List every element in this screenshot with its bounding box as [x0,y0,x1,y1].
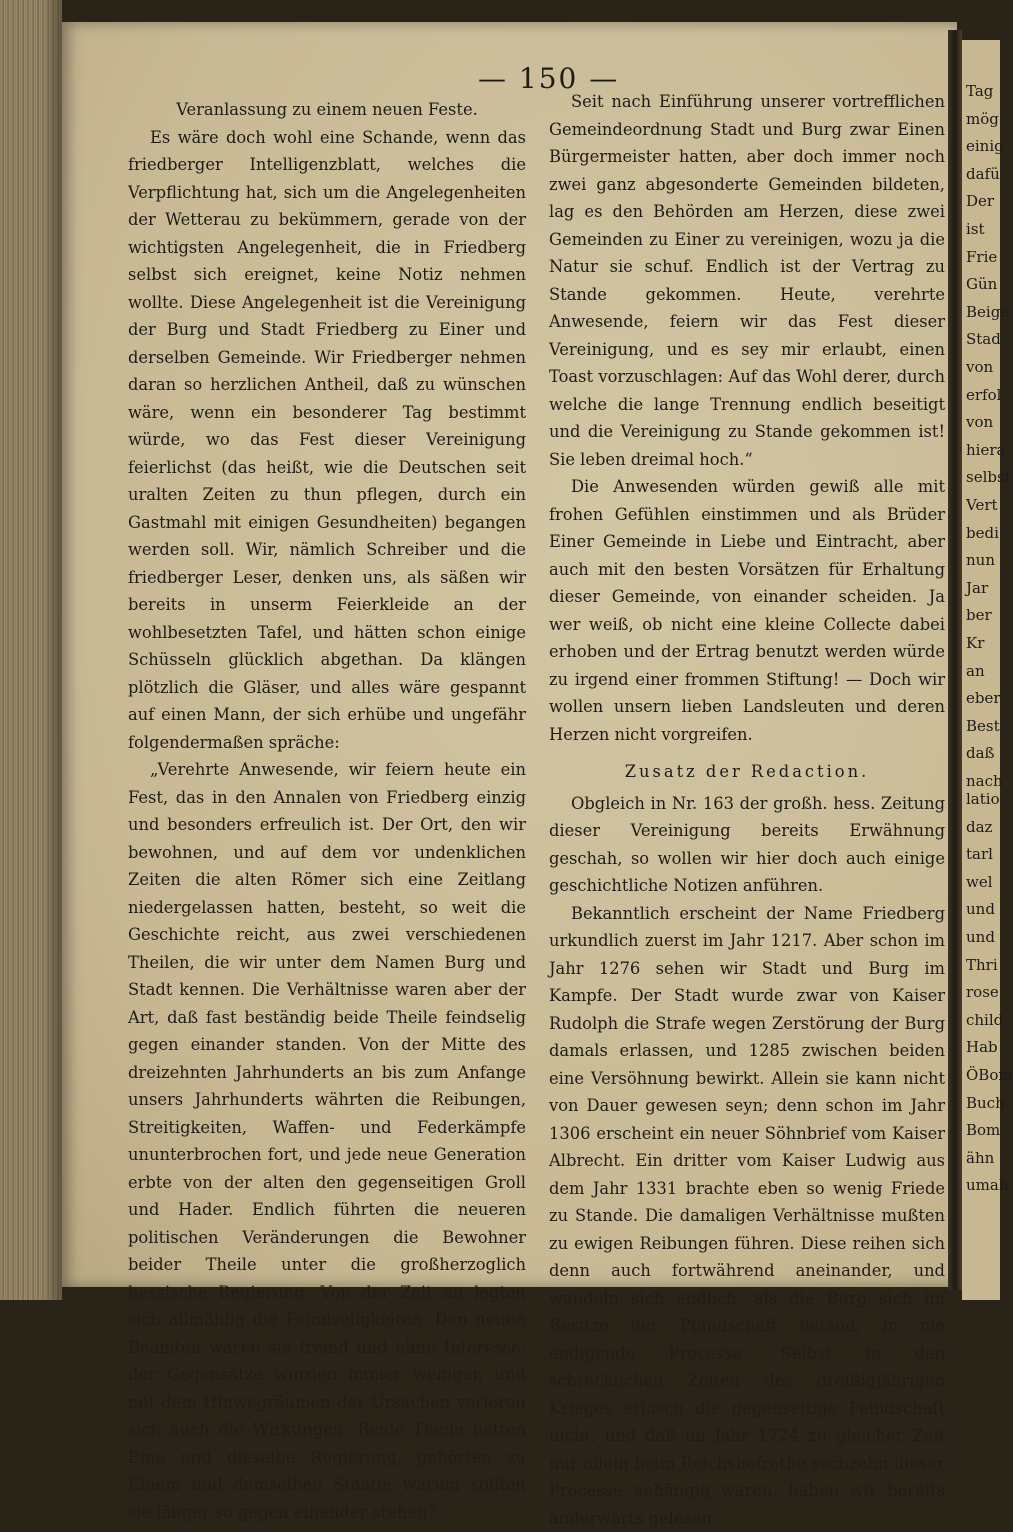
facing-page-word: bedi [966,524,999,542]
facing-page-word: Jar [966,579,988,597]
facing-page-word: tarl [966,845,993,863]
facing-page-word: daß [966,744,995,762]
facing-page-word: Thri [966,956,998,974]
facing-page-word: eber [966,689,1001,707]
facing-page-word: nun [966,551,995,569]
section-heading: Zusatz der Redaction. [549,758,945,786]
facing-page-word: Bom [966,1121,1000,1139]
facing-page-word: latio [966,790,1000,808]
facing-page-word: mög [966,110,999,128]
facing-page-word: umah [966,1176,1009,1194]
facing-page-word: Gün [966,275,997,293]
facing-page-word: nach [966,772,1003,790]
facing-page-word: ÖBom [966,1066,1013,1084]
facing-page-word: Der [966,192,994,210]
facing-page-word: wel [966,873,993,891]
left-column [128,96,526,1526]
speech-paragraph: „Verehrte Anwesende, wir feiern heute ein Fest, das in den Annalen von Friedberg einzig und besonders erfreulich ist. Der Ort, den wir bewohnen, und auf dem vor undenklichen Zeiten die alten Römer sich eine Zeitlang niedergelassen hatten, besteht, so weit die Geschichte reicht, aus zwei verschiedenen Theilen, die wir unter dem Namen Burg und Stadt kennen. Die Verhältnisse waren aber der Art, daß fast beständig beide Theile feindselig gegen einander standen. Von der Mitte des dreizehnten Jahrhunderts an bis zum Anfange unsers Jahrhunderts währten die Reibungen, Streitigkeiten, Waffen- und Federkämpfe ununterbrochen fort, und jede neue Generation erbte von der alten den gegenseitigen Groll und Hader. Endlich führten die neueren politischen Veränderungen die Bewohner beider Theile unter die großherzoglich hessische Regierung. Von der Zeit an legten sich allmählig die Feindseligkeiten. Den neuen Beamten waren sie fremd und ohne Interesse; der Gegensätze wurden immer weniger, und mit dem Hinwegräumen der Ursachen verloren sich auch die Wirkungen. Beide Theile hatten Eine und dieselbe Regierung, gehörten zu Einem und demselben Staate; warum sollten sie länger so gegen einander stehen? [128,756,526,1526]
facing-page-word: und [966,928,995,946]
page-number: — 150 — [478,62,619,95]
facing-page-word: Buch [966,1094,1005,1112]
facing-page-word: Best [966,717,1000,735]
facing-page-word: von [966,413,993,431]
facing-page-word: dafü [966,165,1000,183]
facing-page-word: child [966,1011,1003,1029]
facing-page-word: daz [966,818,992,836]
facing-page-word: Vert [966,496,998,514]
facing-page-word: Stad [966,330,1001,348]
paragraph: Die Anwesenden würden gewiß alle mit frohen Gefühlen einstimmen und als Brüder Einer Gemeinde in Liebe und Eintracht, aber auch mit den besten Vorsätzen für Erhaltung dieser Gemeinde, von einander scheiden. Ja wer weiß, ob nicht eine kleine Collecte dabei erhoben und der Ertrag benutzt werden würde zu irgend einer frommen Stiftung! — Doch wir wollen unsern lieben Landsleuten und deren Herzen nicht vorgreifen. [549,473,945,748]
facing-page-word: Beige [966,303,1009,321]
facing-page-word: ber [966,606,992,624]
facing-page-word: selbst [966,468,1011,486]
facing-page-word: ähn [966,1149,994,1167]
facing-page-word: rose [966,983,999,1001]
facing-page-word: an [966,662,985,680]
facing-page-word: und [966,900,995,918]
facing-page-word: einig [966,137,1004,155]
facing-page-word: erfol [966,386,1001,404]
paragraph: Es wäre doch wohl eine Schande, wenn das friedberger Intelligenzblatt, welches die Verpflichtung hat, sich um die Angelegenheiten der Wetterau zu bekümmern, gerade von der wichtigsten Angelegenheit, die in Friedberg selbst sich ereignet, keine Notiz nehmen wollte. Diese Angelegenheit ist die Vereinigung der Burg und Stadt Friedberg zu Einer und derselben Gemeinde. Wir Friedberger nehmen daran so herzlichen Antheil, daß zu wünschen wäre, wenn ein besonderer Tag bestimmt würde, wo das Fest dieser Vereinigung feierlichst (das heißt, wie die Deutschen seit uralten Zeiten zu thun pflegen, durch ein Gastmahl mit einigen Gesundheiten) begangen werden soll. Wir, nämlich Schreiber und die friedberger Leser, denken uns, als säßen wir bereits in unserm Feierkleide an der wohlbesetzten Tafel, und hätten schon einige Schüsseln glücklich abgethan. Da klängen plötzlich die Gläser, und alles wäre gespannt auf einen Mann, der sich erhübe und ungefähr folgendermaßen spräche: [128,124,526,757]
book-page-edges [0,0,62,1300]
paragraph: Bekanntlich erscheint der Name Friedberg urkundlich zuerst im Jahr 1217. Aber schon im Jahr 1276 sehen wir Stadt und Burg im Kampfe. Der Stadt wurde zwar von Kaiser Rudolph die Strafe wegen Zerstörung der Burg damals erlassen, und 1285 zwischen beiden eine Versöhnung bewirkt. Allein sie kann nicht von Dauer gewesen seyn; denn schon im Jahr 1306 erscheint ein neuer Söhnbrief vom Kaiser Albrecht. Ein dritter vom Kaiser Ludwig aus dem Jahr 1331 brachte eben so wenig Friede zu Stande. Die damaligen Verhältnisse mußten zu ewigen Reibungen führen. Diese reihen sich denn auch fortwährend aneinander, und wandeln sich endlich, als die Burg sich im Besitze der Pfandschaft befand, in nie endigende Processe. Selbst in den schrecklichen Zeiten des dreißigjährigen Krieges erlosch die gegenseitige Feindschaft nicht, und daß im Jahr 1724 zu gleicher Zeit nur allein beim Reichshofrathe sechzehn dieser Processe anhängig waren, haben wir bereits anderwärts gelesen. [549,900,945,1532]
right-column [549,88,945,1532]
book-gutter [948,30,962,1290]
facing-page-word: Kr [966,634,984,652]
facing-page-word: Hab [966,1038,998,1056]
facing-page-word: Frie [966,248,997,266]
paragraph: Obgleich in Nr. 163 der großh. hess. Zeitung dieser Vereinigung bereits Erwähnung geschah, so wollen wir hier doch auch einige geschichtliche Notizen anführen. [549,790,945,900]
facing-page-word: ist [966,220,985,238]
facing-page-word: von [966,358,993,376]
paragraph: Seit nach Einführung unserer vortrefflichen Gemeindeordnung Stadt und Burg zwar Einen Bürgermeister hatten, aber doch immer noch zwei ganz abgesonderte Gemeinden bildeten, lag es den Behörden am Herzen, diese zwei Gemeinden zu Einer zu vereinigen, wozu ja die Natur sie schuf. Endlich ist der Vertrag zu Stande gekommen. Heute, verehrte Anwesende, feiern wir das Fest dieser Vereinigung, und es sey mir erlaubt, einen Toast vorzuschlagen: Auf das Wohl derer, durch welche die lange Trennung endlich beseitigt und die Vereinigung zu Stande gekommen ist! Sie leben dreimal hoch.“ [549,88,945,473]
facing-page-word: hiera [966,441,1005,459]
facing-page-word: Tag [966,82,993,100]
facing-page-fragment [962,40,1000,1300]
article-heading: Veranlassung zu einem neuen Feste. [128,96,526,124]
